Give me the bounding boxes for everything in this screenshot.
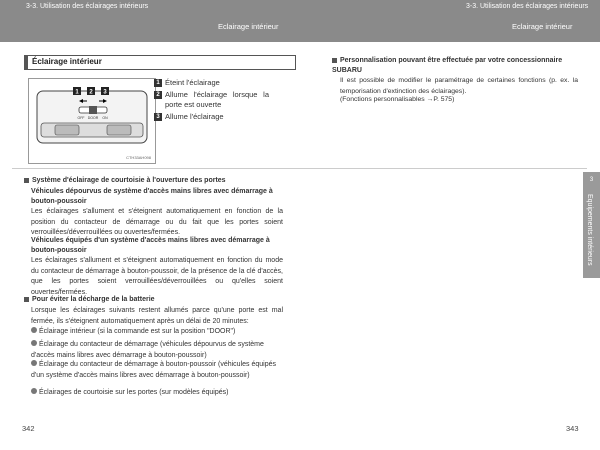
sub2-text: Les éclairages s'allument et s'éteignent automatiquement en fonction du mode du contacteur de démarrage à bouton-poussoir, de la présence de la clé d'accès, que les portes soient verrouillées/déverrouillées ou qu'elles soient ouvertes/fermées. [31, 257, 283, 296]
section-title-marker [25, 56, 28, 69]
legend-text-1: Éteint l'éclairage [165, 78, 220, 87]
legend-item-3 [154, 112, 274, 122]
switch-label-on: ON [102, 116, 108, 120]
switch-label-off: OFF [77, 116, 85, 120]
bullet-item [31, 340, 283, 361]
bullet-item [31, 327, 283, 338]
callout-3: 3 [103, 89, 107, 96]
heading-marker [332, 58, 337, 63]
courtesy-heading-text: Système d'éclairage de courtoisie à l'ouverture des portes [32, 177, 226, 184]
chapter-label: Equipements intérieurs [586, 194, 593, 266]
right-page-number: 343 [566, 424, 579, 433]
customization-heading-text: Personnalisation pouvant être effectuée par votre concessionnaire SUBARU [332, 57, 563, 74]
bullet-icon [31, 360, 37, 366]
switch-label-door: DOOR [87, 116, 99, 120]
legend-item-2 [154, 90, 274, 110]
bullet-item [31, 388, 283, 399]
bullet-text-3: Éclairage du contacteur de démarrage à bouton-poussoir (véhicules équipés d'un système d'accès mains libres avec démarrage à bouton-poussoir) [31, 361, 276, 379]
chapter-number: 3 [589, 177, 594, 183]
battery-heading [24, 295, 294, 305]
heading-marker [24, 297, 29, 302]
courtesy-heading [24, 176, 294, 186]
legend-number-2: 2 [154, 91, 162, 99]
battery-heading-text: Pour éviter la décharge de la batterie [32, 296, 155, 303]
sub2-heading: Véhicules équipés d'un système d'accès mains libres avec démarrage à bouton-poussoir [31, 237, 270, 254]
header-bar [0, 0, 600, 42]
section-title: Éclairage intérieur [32, 57, 102, 66]
bullet-text-4: Éclairages de courtoisie sur les portes (sur modèles équipés) [39, 389, 229, 396]
callout-1: 1 [75, 89, 79, 96]
sub1-heading: Véhicules dépourvus de système d'accès mains libres avec démarrage à bouton-poussoir [31, 188, 273, 205]
legend-number-3: 3 [154, 113, 162, 121]
bullet-icon [31, 340, 37, 346]
left-section-label: 3-3. Utilisation des éclairages intérieurs [26, 3, 149, 10]
bullet-icon [31, 327, 37, 333]
left-page-number: 342 [22, 424, 35, 433]
section-title-box [24, 55, 296, 70]
legend-text-3: Allume l'éclairage [165, 112, 224, 121]
customization-text: Il est possible de modifier le paramétrage de certaines fonctions (p. ex. la temporisation d'extinction des éclairages). [340, 77, 578, 95]
right-section-label: 3-3. Utilisation des éclairages intérieurs [466, 3, 589, 10]
figure-divider [12, 168, 587, 169]
right-page-title: Eclairage intérieur [512, 22, 573, 31]
interior-light-drawing [29, 79, 155, 163]
bullet-item [31, 360, 283, 381]
heading-marker [24, 178, 29, 183]
sub1-text: Les éclairages s'allument et s'éteignent automatiquement en fonction de la position du contacteur de démarrage ou du fait que les portes soient verrouillées/déverrouillées ou ouvertes/fermées. [31, 208, 283, 236]
legend-text-2: Allume l'éclairage lorsque la porte est ouverte [165, 90, 269, 109]
bullet-text-1: Éclairage intérieur (si la commande est sur la position "DOOR") [39, 328, 236, 335]
legend-number-1: 1 [154, 79, 162, 87]
bullet-text-2: Éclairage du contacteur de démarrage (véhicules dépourvus de système d'accès mains libres avec démarrage à bouton-poussoir) [31, 341, 264, 359]
legend-item-1 [154, 78, 274, 88]
left-page-title: Eclairage intérieur [218, 22, 279, 31]
figure-code: CTH33AH098 [126, 155, 151, 160]
bullet-icon [31, 388, 37, 394]
chapter-tab [583, 172, 600, 278]
customization-heading [332, 56, 580, 76]
interior-light-illustration [28, 78, 156, 164]
battery-text: Lorsque les éclairages suivants restent allumés parce qu'une porte est mal fermée, ils s'éteignent automatiquement après un délai de 20 minutes: [31, 307, 283, 325]
callout-2: 2 [89, 89, 93, 96]
customization-reference: (Fonctions personnalisables →P. 575) [340, 96, 455, 103]
